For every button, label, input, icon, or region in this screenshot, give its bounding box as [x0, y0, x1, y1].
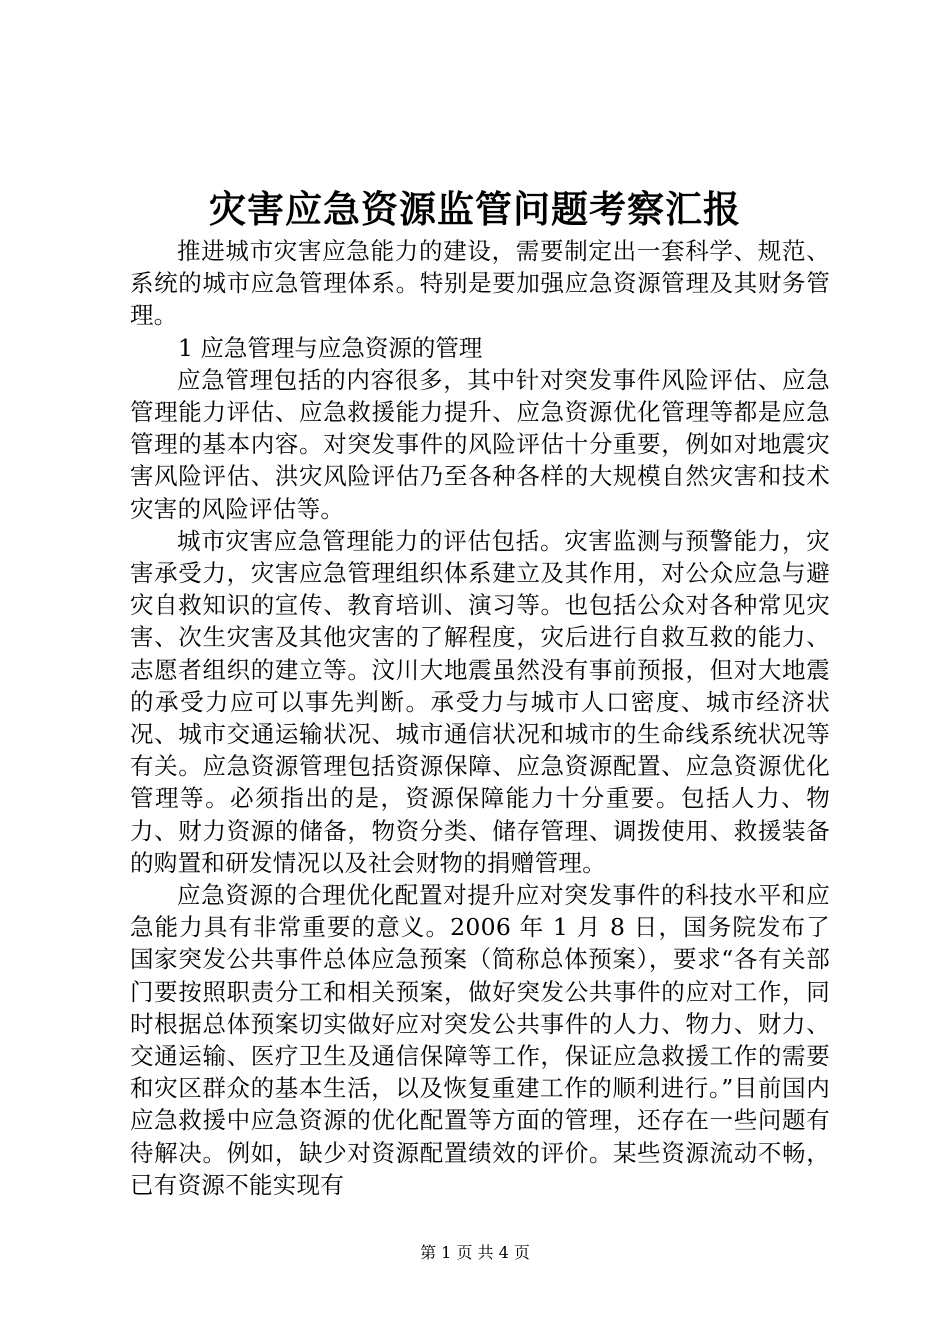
paragraph-resource-allocation: 应急资源的合理优化配置对提升应对突发事件的科技水平和应急能力具有非常重要的意义。2006 年 1 月 8 日，国务院发布了国家突发公共事件总体应急预案（简称总体预案），要求“各有关部门要按照职责分工和相关预案，做好突发公共事件的应对工作，同时根据总体预案切实做好应对突发公共事件的人力、物力、财力、交通运输、医疗卫生及通信保障等工作，保证应急救援工作的需要和灾区群众的基本生活，以及恢复重建工作的顺利进行。”目前国内应急救援中应急资源的优化配置等方面的管理，还存在一些问题有待解决。例如，缺少对资源配置绩效的评价。某些资源流动不畅，已有资源不能实现有: [130, 881, 830, 1199]
section-heading: 1 应急管理与应急资源的管理: [178, 333, 483, 362]
document-title: 灾害应急资源监管问题考察汇报: [209, 187, 741, 231]
document-body: [130, 235, 830, 1201]
paragraph-intro: 推进城市灾害应急能力的建设，需要制定出一套科学、规范、系统的城市应急管理体系。特别是要加强应急资源管理及其财务管理。: [130, 237, 830, 330]
paragraph-capability-assessment: 城市灾害应急管理能力的评估包括。灾害监测与预警能力，灾害承受力，灾害应急管理组织体系建立及其作用，对公众应急与避灾自救知识的宣传、教育培训、演习等。也包括公众对各种常见灾害、次生灾害及其他灾害的了解程度，灾后进行自救互救的能力、志愿者组织的建立等。汶川大地震虽然没有事前预报，但对大地震的承受力应可以事先判断。承受力与城市人口密度、城市经济状况、城市交通运输状况、城市通信状况和城市的生命线系统状况等有关。应急资源管理包括资源保障、应急资源配置、应急资源优化管理等。必须指出的是，资源保障能力十分重要。包括人力、物力、财力资源的储备，物资分类、储存管理、调拨使用、救援装备的购置和研发情况以及社会财物的捐赠管理。: [130, 526, 830, 877]
paragraph-emergency-management: 应急管理包括的内容很多，其中针对突发事件风险评估、应急管理能力评估、应急救援能力提升、应急资源优化管理等都是应急管理的基本内容。对突发事件的风险评估十分重要，例如对地震灾害风险评估、洪灾风险评估乃至各种各样的大规模自然灾害和技术灾害的风险评估等。: [130, 365, 830, 523]
page-footer: 第 1 页 共 4 页: [420, 1243, 530, 1262]
